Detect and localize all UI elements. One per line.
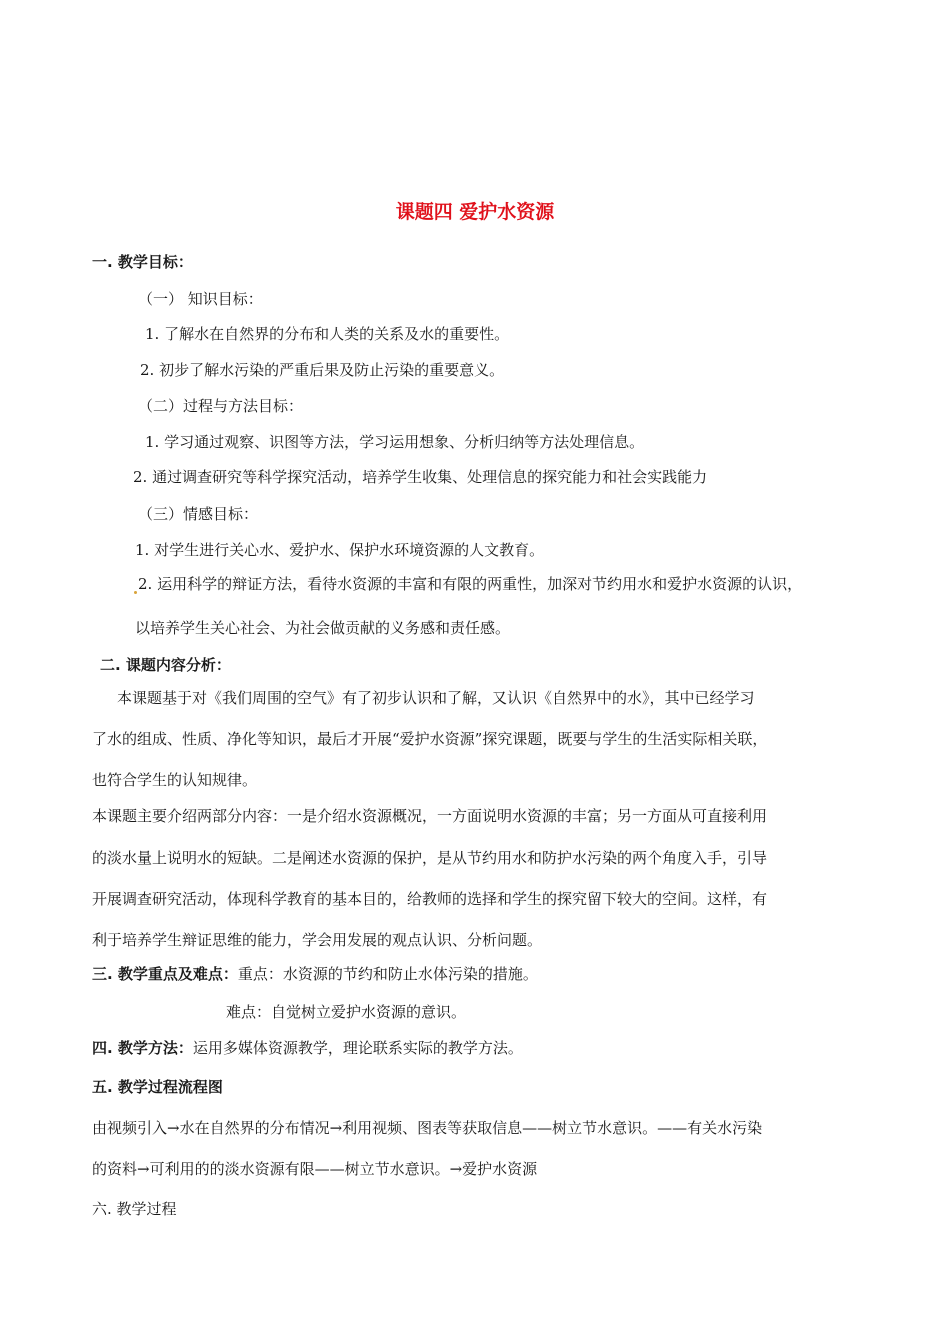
section3-line: [92, 964, 538, 984]
section2-heading: 二. 课题内容分析：: [100, 656, 231, 674]
section2-para1-line-2: 了水的组成、性质、净化等知识，最后才开展“爱护水资源”探究课题，既要与学生的生活实际相关联，: [92, 730, 768, 748]
section1-sub1-item-2: 2. 初步了解水污染的严重后果及防止污染的重要意义。: [140, 361, 505, 379]
section1-sub1-item-1: 1. 了解水在自然界的分布和人类的关系及水的重要性。: [145, 325, 510, 343]
section2-para1-line-1: 本课题基于对《我们周围的空气》有了初步认识和了解，又认识《自然界中的水》，其中已经学习: [117, 689, 755, 707]
section3-heading: 三. 教学重点及难点：: [92, 965, 238, 983]
section1-sub3-item-1: 1. 对学生进行关心水、爱护水、保护水环境资源的人文教育。: [135, 541, 545, 559]
section1-sub2-item-2: 2. 通过调查研究等科学探究活动，培养学生收集、处理信息的探究能力和社会实践能力: [133, 468, 708, 486]
section1-sub3-item-2-text: 2. 运用科学的辩证方法，看待水资源的丰富和有限的两重性，加深对节约用水和爱护水资源的认识，: [138, 575, 803, 593]
section4-heading: 四. 教学方法：: [92, 1039, 193, 1057]
section2-para2-line-2: 的淡水量上说明水的短缺。二是阐述水资源的保护，是从节约用水和防护水污染的两个角度入手，引导: [92, 849, 768, 867]
section1-sub3: （三）情感目标：: [138, 505, 259, 523]
section4-text: 运用多媒体资源教学，理论联系实际的教学方法。: [192, 1039, 523, 1057]
section2-para2-line-3: 开展调查研究活动，体现科学教育的基本目的，给教师的选择和学生的探究留下较大的空间。这样，有: [92, 890, 768, 908]
section5-line-2: 的资料→可利用的的淡水资源有限——树立节水意识。→爱护水资源: [92, 1160, 538, 1178]
section2-para2-line-4: 利于培养学生辩证思维的能力，学会用发展的观点认识、分析问题。: [92, 931, 543, 949]
section1-sub2: （二）过程与方法目标：: [138, 397, 304, 415]
section3-key: 重点：水资源的节约和防止水体污染的措施。: [237, 965, 538, 983]
section1-heading: 一. 教学目标：: [92, 253, 193, 271]
section1-sub1: （一） 知识目标：: [138, 290, 263, 308]
section1-sub3-item-3: 以培养学生关心社会、为社会做贡献的义务感和责任感。: [135, 619, 511, 637]
page-title: 课题四 爱护水资源: [395, 201, 555, 223]
section5-line-1: 由视频引入→水在自然界的分布情况→利用视频、图表等获取信息——树立节水意识。——有关水污染: [92, 1119, 763, 1137]
section1-sub2-item-1: 1. 学习通过观察、识图等方法，学习运用想象、分析归纳等方法处理信息。: [145, 433, 645, 451]
section1-sub3-item-2: [133, 574, 802, 594]
section5-heading: 五. 教学过程流程图: [92, 1078, 223, 1096]
section3-difficulty: 难点：自觉树立爱护水资源的意识。: [226, 1003, 467, 1021]
section6-heading: 六. 教学过程: [92, 1200, 177, 1218]
ink-dot: [134, 591, 137, 594]
section4-line: [92, 1038, 523, 1058]
section2-para1-line-3: 也符合学生的认知规律。: [92, 771, 258, 789]
section2-para2-line-1: 本课题主要介绍两部分内容：一是介绍水资源概况，一方面说明水资源的丰富；另一方面从可直接利用: [92, 807, 768, 825]
